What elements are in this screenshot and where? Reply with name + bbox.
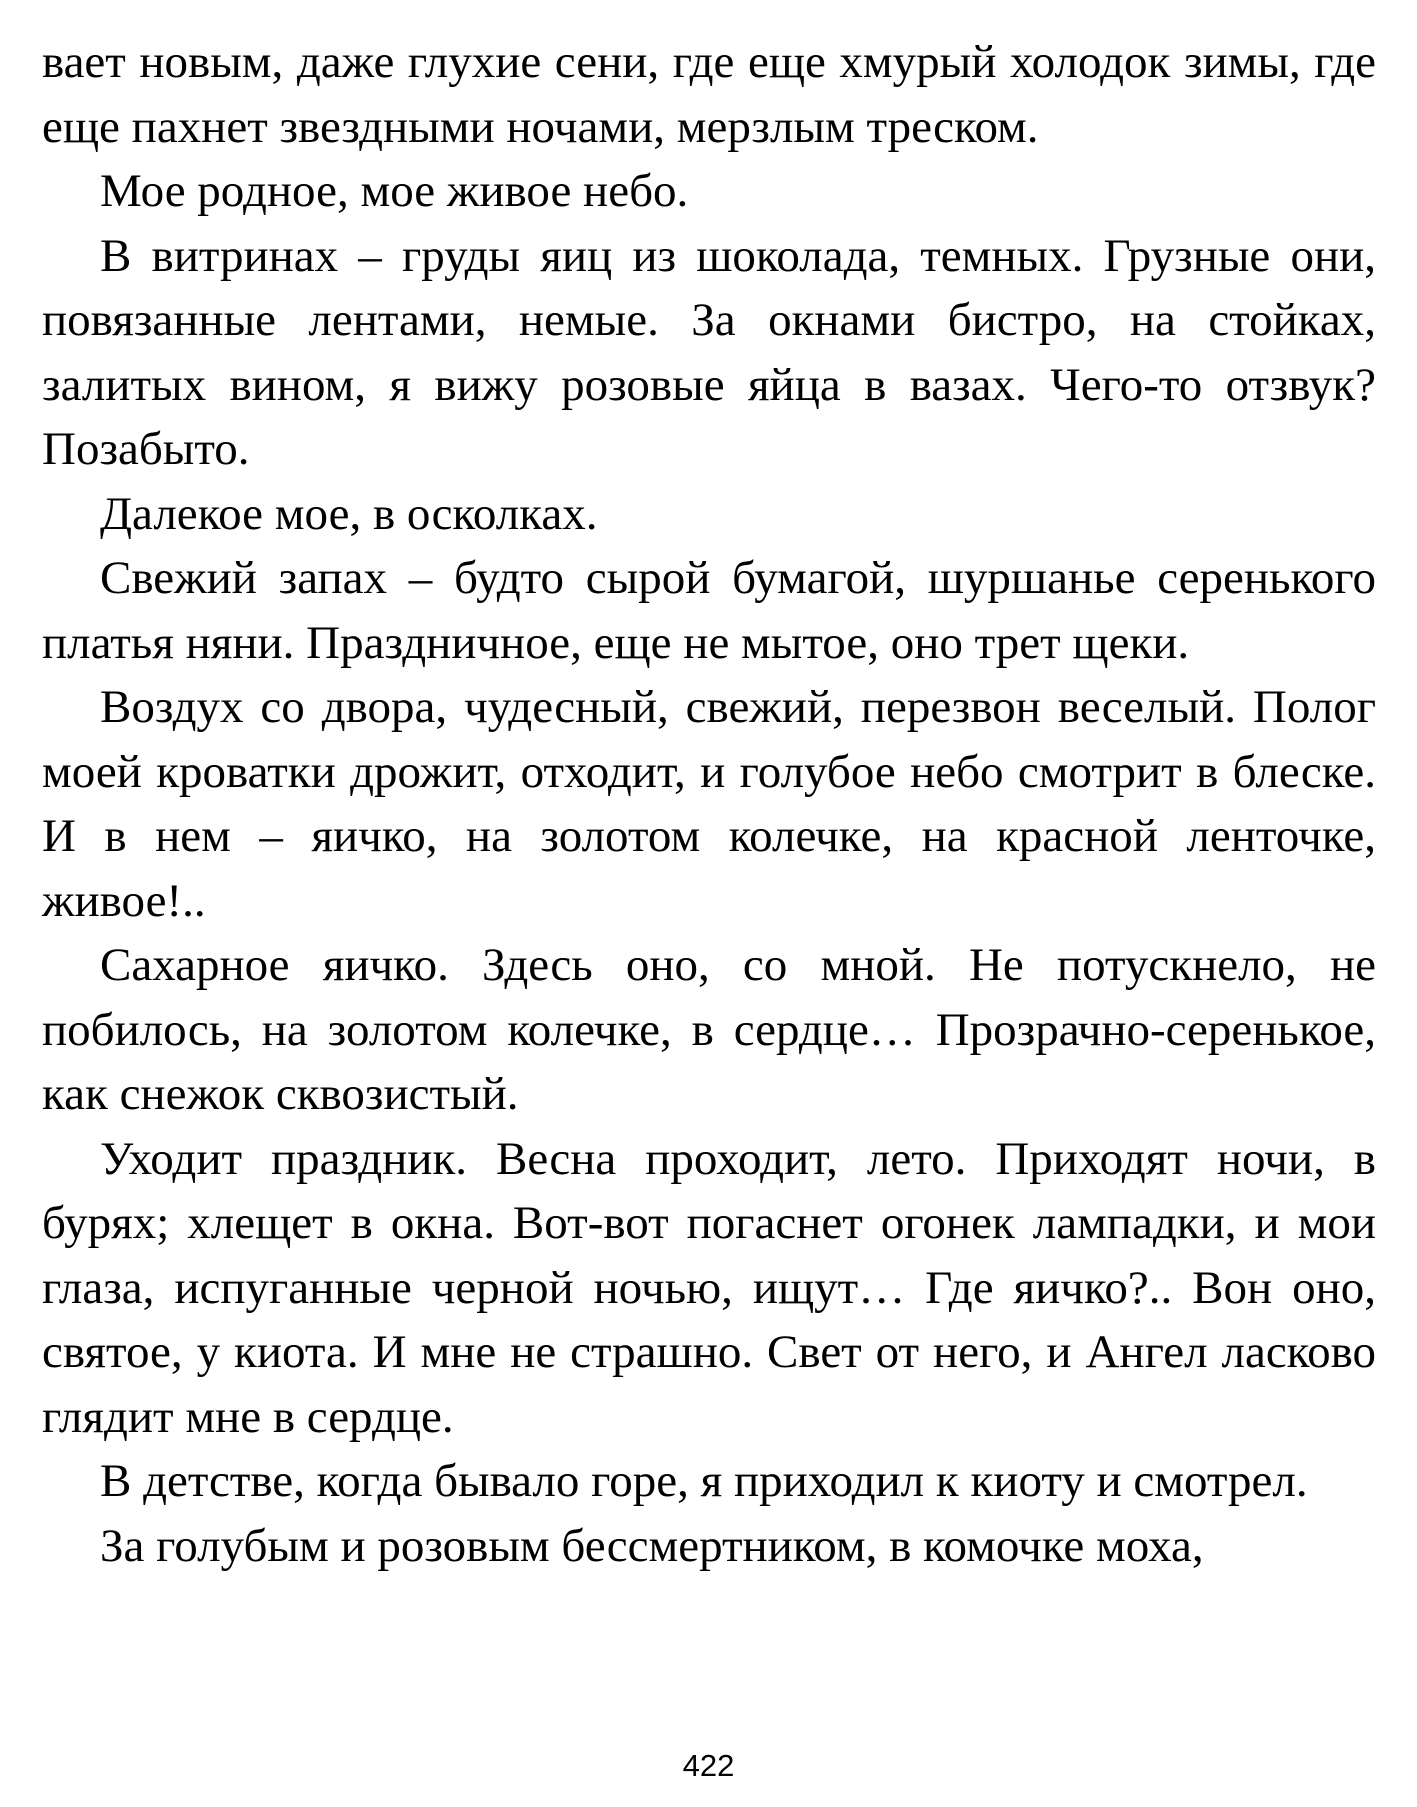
paragraph: вает новым, даже глухие сени, где еще хмурый холодок зимы, где еще пахнет звездными ночами, мерзлым треском. (42, 36, 1376, 153)
paragraph: Свежий запах – будто сырой бумагой, шуршанье серенького платья няни. Праздничное, еще не мытое, оно трет щеки. (42, 552, 1376, 669)
paragraph: Сахарное яичко. Здесь оно, со мной. Не потускнело, не побилось, на золотом колечке, в сердце… Прозрачно-серенькое, как снежок сквозистый. (42, 939, 1376, 1120)
page-number: 422 (682, 1748, 735, 1783)
page-body (42, 30, 1376, 1750)
paragraph: Уходит праздник. Весна проходит, лето. Приходят ночи, в бурях; хлещет в окна. Вот-вот погаснет огонек лампадки, и мои глаза, испуганные черной ночью, ищут… Где яичко?.. Вон оно, святое, у киота. И мне не страшно. Свет от него, и Ангел ласково глядит мне в сердце. (42, 1132, 1376, 1443)
paragraph: В детстве, когда бывало горе, я приходил к киоту и смотрел. (100, 1455, 1308, 1507)
paragraph: За голубым и розовым бессмертником, в комочке моха, (100, 1519, 1204, 1572)
paragraph: В витринах – груды яиц из шоколада, темных. Грузные они, повязанные лентами, немые. За окнами бистро, на стойках, залитых вином, я вижу розовые яйца в вазах. Чего-то отзвук? Позабыто. (42, 229, 1376, 475)
paragraph: Мое родное, мое живое небо. (100, 165, 689, 217)
paragraph: Воздух со двора, чудесный, свежий, перезвон веселый. Полог моей кроватки дрожит, отходит, и голубое небо смотрит в блеске. И в нем – яичко, на золотом колечке, на красной ленточке, живое!.. (42, 681, 1376, 927)
paragraph: Далекое мое, в осколках. (100, 487, 598, 540)
